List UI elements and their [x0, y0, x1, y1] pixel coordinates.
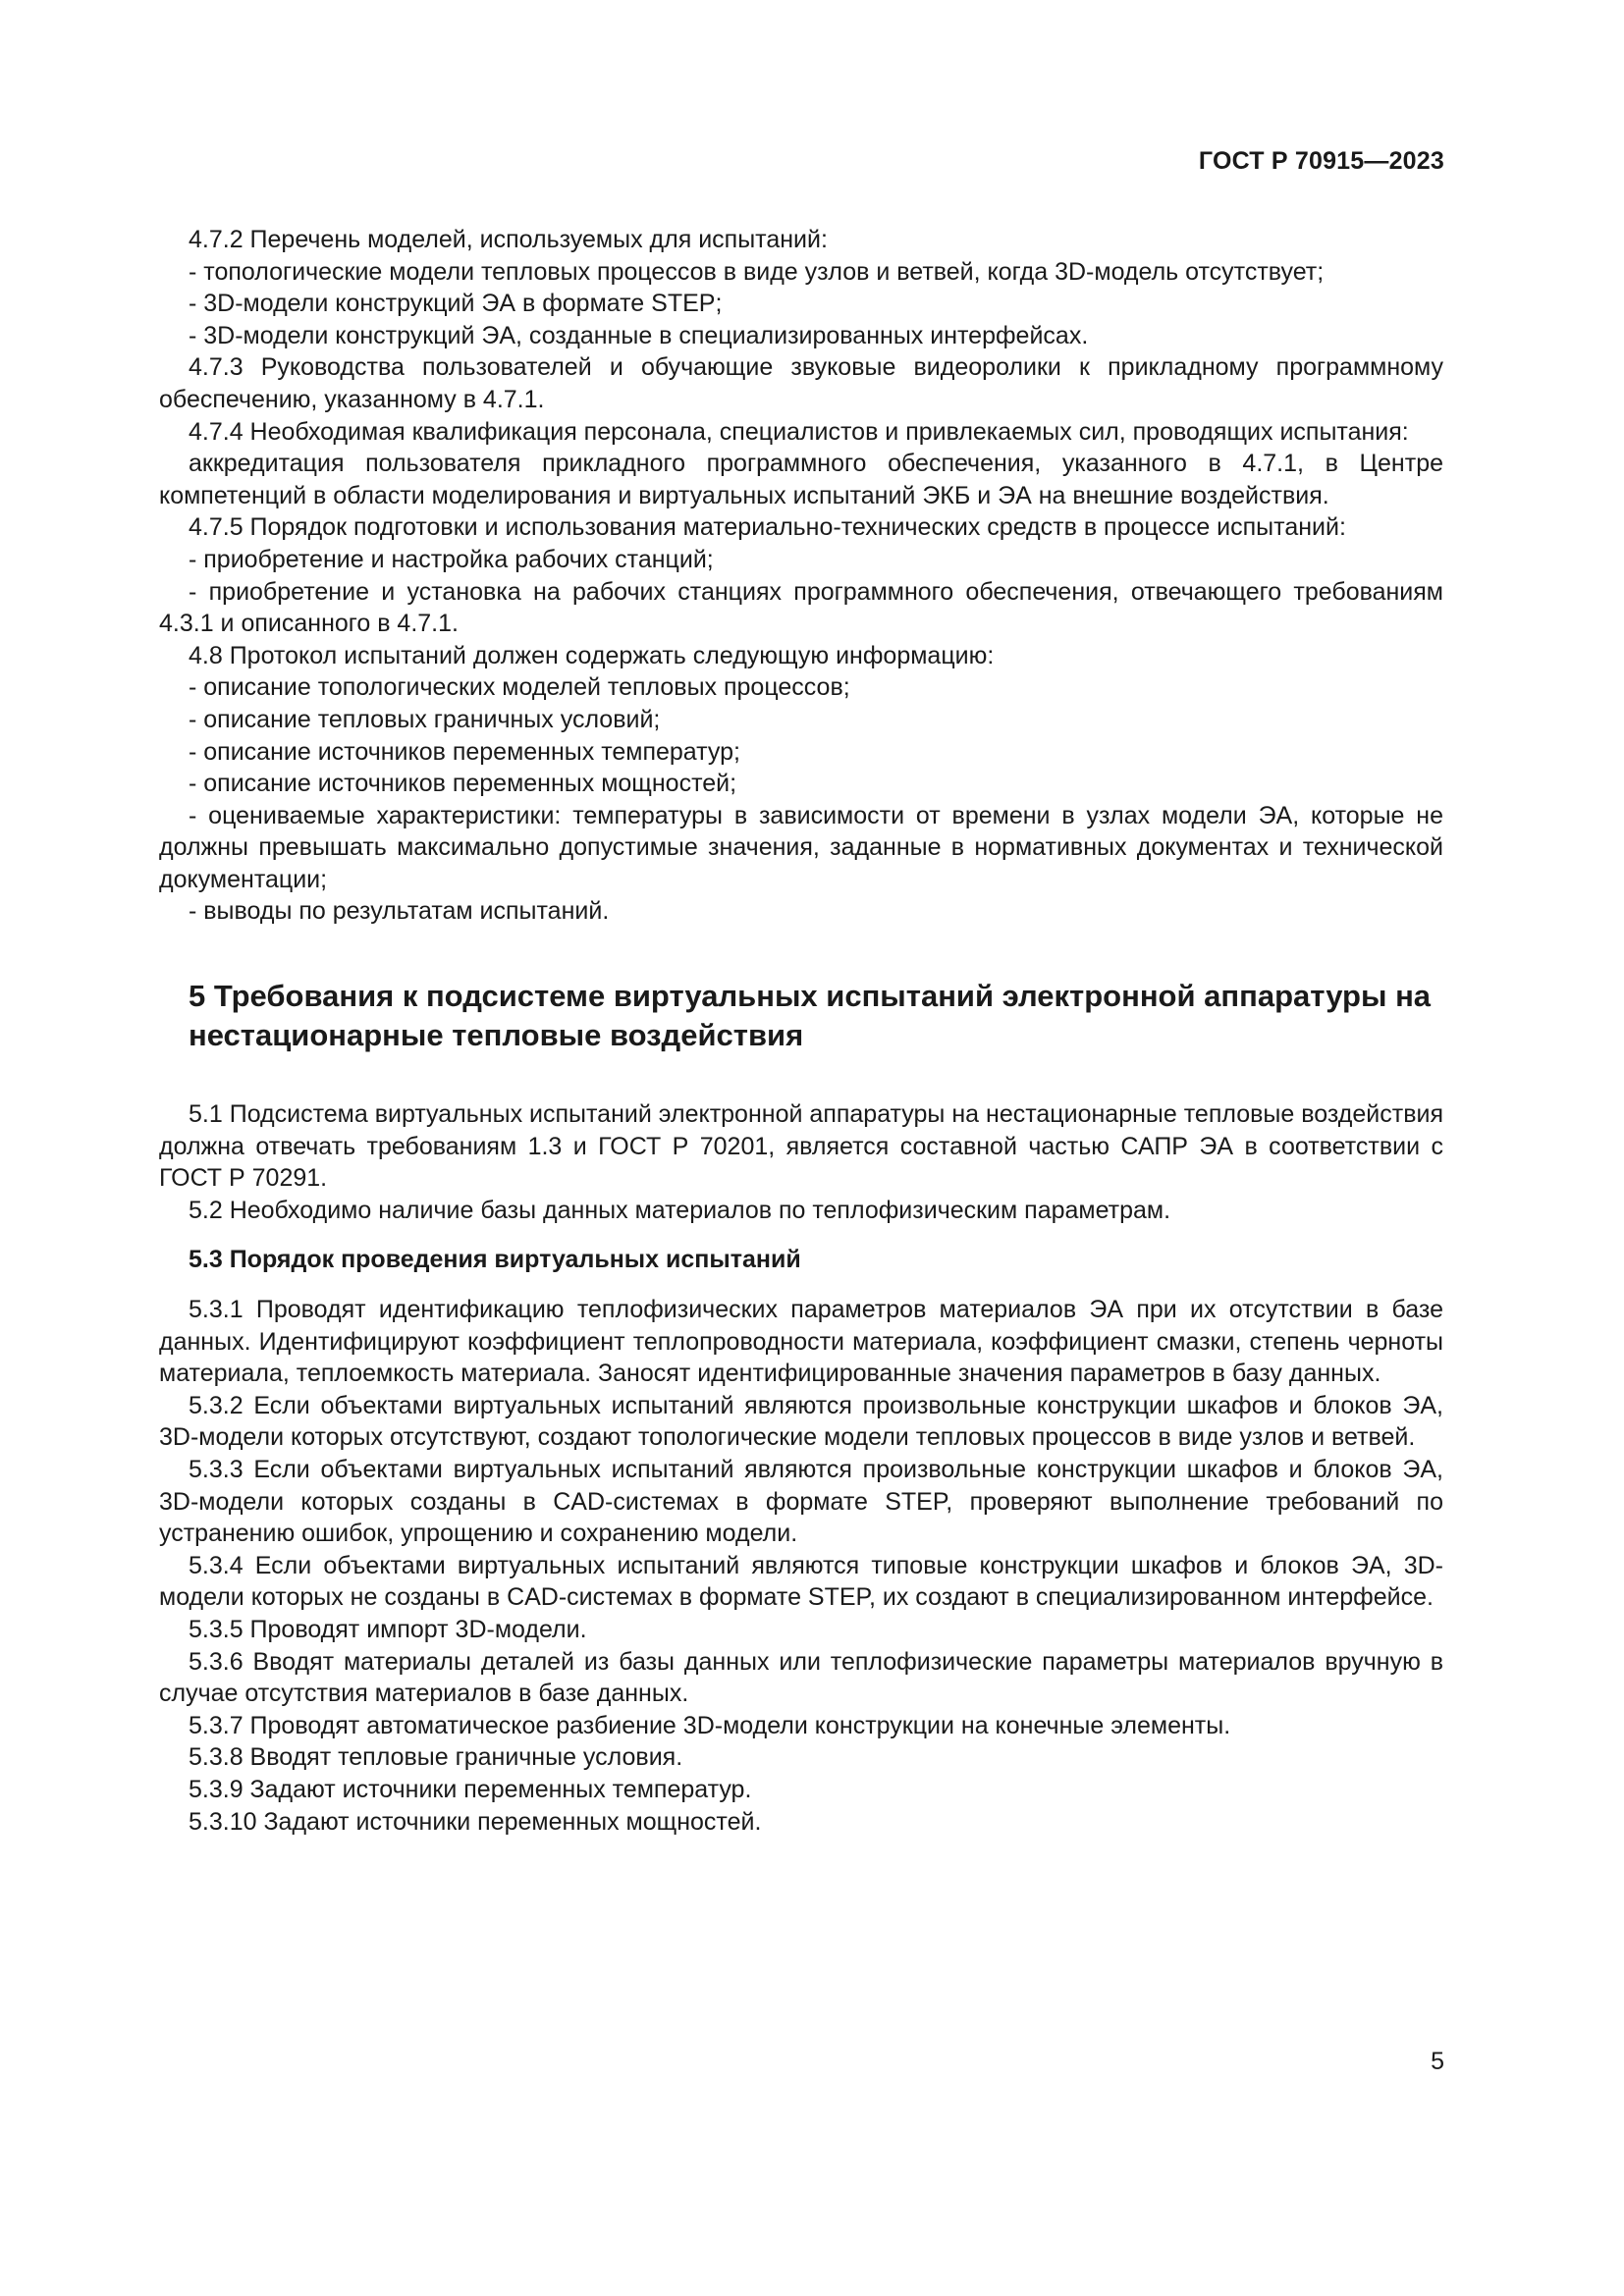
clause-4-7-4: 4.7.4 Необходимая квалификация персонала, специалистов и привлекаемых сил, проводящих испытания: — [189, 417, 1409, 446]
paragraph: аккредитация пользователя прикладного программного обеспечения, указанного в 4.7.1, в Центре компетенций в области моделирования и виртуальных испытаний ЭКБ и ЭА на внешние воздействия. — [159, 450, 1443, 509]
list-item: - описание источников переменных мощностей; — [189, 770, 737, 798]
clause-5-3-6: 5.3.6 Вводят материалы деталей из базы данных или теплофизические параметры материалов вручную в случае отсутствия материалов в базе данных. — [159, 1647, 1443, 1708]
list-item: - описание тепловых граничных условий; — [189, 705, 661, 733]
clause-5-3-8: 5.3.8 Вводят тепловые граничные условия. — [189, 1743, 683, 1772]
subsection-5-3-heading: 5.3 Порядок проведения виртуальных испытаний — [189, 1246, 801, 1274]
list-item: - приобретение и настройка рабочих станций; — [189, 545, 714, 573]
list-item: - выводы по результатам испытаний. — [189, 897, 610, 926]
clause-5-3-3: 5.3.3 Если объектами виртуальных испытаний являются произвольные конструкции шкафов и блоков ЭА, 3D-модели которых созданы в CAD-системах в формате STEP, проверяют выполнение требований по устранению ошибок, упрощению и сохранению модели. — [159, 1456, 1443, 1548]
clause-5-3-9: 5.3.9 Задают источники переменных температур. — [189, 1775, 752, 1803]
clause-4-7-3: 4.7.3 Руководства пользователей и обучающие звуковые видеоролики к прикладному программному обеспечению, указанному в 4.7.1. — [159, 353, 1443, 413]
list-item: - описание топологических моделей тепловых процессов; — [189, 673, 850, 702]
standard-code-header: ГОСТ Р 70915—2023 — [1198, 147, 1444, 175]
clause-4-7-5: 4.7.5 Порядок подготовки и использования материально-технических средств в процессе испытаний: — [189, 513, 1346, 542]
clause-4-8: 4.8 Протокол испытаний должен содержать следующую информацию: — [189, 641, 995, 669]
document-body — [159, 224, 1443, 1838]
clause-5-3-1: 5.3.1 Проводят идентификацию теплофизических параметров материалов ЭА при их отсутствии в базе данных. Идентифицируют коэффициент теплопроводности материала, коэффициент смазки, степень черноты материала, теплоемкость материала. Заносят идентифицированные значения параметров в базу данных. — [159, 1296, 1443, 1388]
list-item: - 3D-модели конструкций ЭА в формате STEP; — [189, 290, 723, 318]
clause-5-3-7: 5.3.7 Проводят автоматическое разбиение 3D-модели конструкции на конечные элементы. — [189, 1711, 1231, 1739]
clause-4-7-2: 4.7.2 Перечень моделей, используемых для испытаний: — [189, 226, 828, 253]
clause-5-3-2: 5.3.2 Если объектами виртуальных испытаний являются произвольные конструкции шкафов и блоков ЭА, 3D-модели которых отсутствуют, создают топологические модели тепловых процессов в виде узлов и ветвей. — [159, 1391, 1443, 1452]
clause-5-3-10: 5.3.10 Задают источники переменных мощностей. — [189, 1807, 762, 1836]
list-item: - 3D-модели конструкций ЭА, созданные в специализированных интерфейсах. — [189, 321, 1089, 349]
list-item: - оцениваемые характеристики: температуры в зависимости от времени в узлах модели ЭА, которые не должны превышать максимально допустимые значения, заданные в нормативных документах и технической документации; — [159, 801, 1443, 893]
list-item: - приобретение и установка на рабочих станциях программного обеспечения, отвечающего требованиям 4.3.1 и описанного в 4.7.1. — [159, 577, 1443, 638]
clause-5-3-5: 5.3.5 Проводят импорт 3D-модели. — [189, 1615, 587, 1643]
section-5-heading: 5 Требования к подсистеме виртуальных испытаний электронной аппаратуры на нестационарные тепловые воздействия — [189, 979, 1432, 1053]
page-number: 5 — [1431, 2048, 1444, 2075]
clause-5-1: 5.1 Подсистема виртуальных испытаний электронной аппаратуры на нестационарные тепловые воздействия должна отвечать требованиям 1.3 и ГОСТ Р 70201, является составной частью САПР ЭА в соответствии с ГОСТ Р 70291. — [159, 1100, 1443, 1193]
clause-5-3-4: 5.3.4 Если объектами виртуальных испытаний являются типовые конструкции шкафов и блоков ЭА, 3D-модели которых не созданы в CAD-системах в формате STEP, их создают в специализированном интерфейсе. — [159, 1551, 1443, 1612]
list-item: - топологические модели тепловых процессов в виде узлов и ветвей, когда 3D-модель отсутствует; — [189, 257, 1325, 286]
list-item: - описание источников переменных температур; — [189, 737, 740, 766]
clause-5-2: 5.2 Необходимо наличие базы данных материалов по теплофизическим параметрам. — [189, 1196, 1171, 1224]
